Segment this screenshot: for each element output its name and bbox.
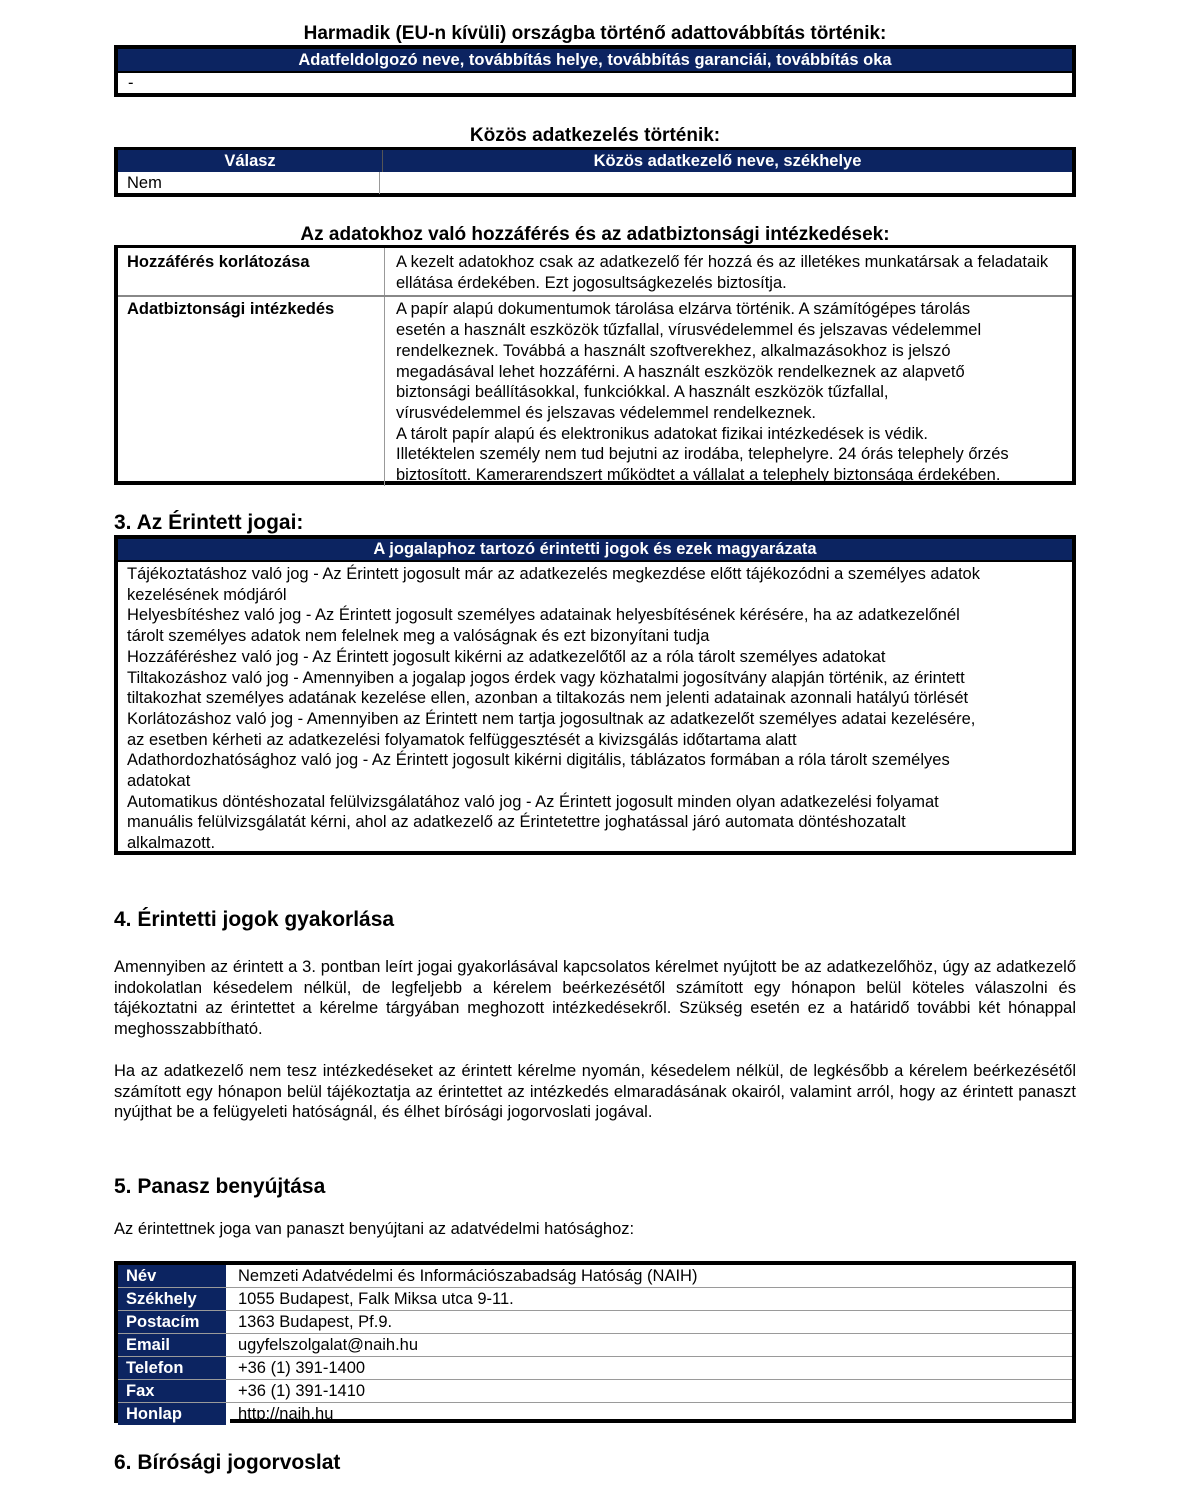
contact-row — [118, 1380, 1072, 1403]
security-line: esetén a használt eszközök tűzfallal, vírusvédelemmel és jelszavas védelemmel — [396, 321, 982, 340]
security-line: vírusvédelemmel és jelszavas védelemmel rendelkeznek. — [396, 403, 817, 422]
right-line: kezelésének módjáról — [127, 585, 287, 604]
contact-value: +36 (1) 391-1410 — [238, 1382, 366, 1400]
access-label: Hozzáférés korlátozása — [118, 248, 385, 295]
third-country-title: Harmadik (EU-n kívüli) országba történő adattovábbítás történik: — [303, 23, 887, 44]
access-text: A kezelt adatokhoz csak az adatkezelő fér hozzá és az illetékes munkatársak a feladataik ellátása érdekében. Ezt jogosultságkezelés biztosítja. — [396, 253, 1049, 292]
right-line: alkalmazott. — [127, 834, 216, 853]
section-4-heading: 4. Érintetti jogok gyakorlása — [114, 908, 395, 931]
section-6-heading: 6. Bírósági jogorvoslat — [114, 1451, 341, 1474]
contact-value: +36 (1) 391-1400 — [238, 1359, 366, 1377]
right-line: Adathordozhatósághoz való jog - Az Érintett jogosult kikérni digitális, táblázatos formában a róla tárolt személyes — [127, 751, 950, 770]
authority-contact-table — [114, 1261, 1076, 1423]
security-line: rendelkeznek. Továbbá a használt szoftverekhez, alkalmazásokhoz is jelszó — [396, 341, 951, 360]
security-line: megadásával lehet hozzáférni. A használt eszközök rendelkeznek az alapvető — [396, 362, 965, 381]
third-country-table — [114, 45, 1076, 97]
contact-row — [118, 1265, 1072, 1288]
access-row — [118, 248, 1072, 297]
right-line: Korlátozáshoz való jog - Amennyiben az Érintett nem tartja jogosultnak az adatkezelőt személyes adatai kezelésére, — [127, 709, 976, 728]
contact-row — [118, 1311, 1072, 1334]
rights-table — [114, 535, 1076, 855]
contact-row — [118, 1288, 1072, 1311]
access-security-table — [114, 245, 1076, 485]
contact-label: Székhely — [118, 1288, 230, 1310]
third-country-header: Adatfeldolgozó neve, továbbítás helye, továbbítás garanciái, továbbítás oka — [118, 49, 1072, 73]
security-label: Adatbiztonsági intézkedés — [118, 297, 385, 485]
third-country-value: - — [128, 74, 134, 92]
contact-label: Telefon — [118, 1357, 230, 1379]
contact-label: Név — [118, 1265, 230, 1287]
contact-row — [118, 1403, 1072, 1425]
right-line: az esetben kérheti az adatkezelési folyamatok felfüggesztését a kivizsgálás időtartama alatt — [127, 730, 797, 749]
contact-label: Postacím — [118, 1311, 230, 1333]
security-line: A tárolt papír alapú és elektronikus adatokat fizikai intézkedések is védik. — [396, 424, 928, 443]
contact-website-link[interactable]: http://naih.hu — [238, 1405, 334, 1423]
right-line: Automatikus döntéshozatal felülvizsgálatához való jog - Az Érintett jogosult minden olyan adatkezelési folyamat — [127, 792, 939, 811]
contact-value: 1055 Budapest, Falk Miksa utca 9-11. — [238, 1290, 514, 1308]
contact-label: Honlap — [118, 1403, 230, 1425]
contact-row — [118, 1334, 1072, 1357]
section-5-heading: 5. Panasz benyújtása — [114, 1175, 326, 1198]
security-line: A papír alapú dokumentumok tárolása elzárva történik. A számítógépes tárolás — [396, 300, 971, 319]
right-line: adatokat — [127, 772, 191, 791]
right-line: tiltakozhat személyes adatának kezelése ellen, azonban a tiltakozás nem jelenti adatainak azonnali hatályú törlését — [127, 689, 969, 708]
contact-value: Nemzeti Adatvédelmi és Információszabadság Hatóság (NAIH) — [238, 1267, 698, 1285]
joint-answer-value: Nem — [118, 172, 380, 194]
contact-value: 1363 Budapest, Pf.9. — [238, 1313, 393, 1331]
contact-label: Fax — [118, 1380, 230, 1402]
joint-name-value — [380, 172, 1072, 194]
section-4-paragraph-2: Ha az adatkezelő nem tesz intézkedéseket az érintett kérelme nyomán, késedelem nélkül, de legkésőbb a kérelem beérkezésétől számított egy hónapon belül tájékoztatja az érintettet az intézkedés elmaradásának okairól, valamint arról, hogy az érintett panaszt nyújthat be a felügyeleti hatóságnál, és élhet bírósági jogorvoslati jogával. — [114, 1062, 1076, 1122]
right-line: Tájékoztatáshoz való jog - Az Érintett jogosult már az adatkezelés megkezdése előtt tájékozódni a személyes adatok — [127, 565, 980, 583]
contact-row — [118, 1357, 1072, 1380]
contact-email[interactable]: ugyfelszolgalat@naih.hu — [238, 1336, 419, 1354]
right-line: tárolt személyes adatok nem felelnek meg a valóságnak és ezt bizonyítani tudja — [127, 627, 710, 646]
security-text — [385, 297, 1072, 485]
joint-col-name: Közös adatkezelő neve, székhelye — [593, 152, 862, 170]
contact-label: Email — [118, 1334, 230, 1356]
rights-list — [118, 562, 1072, 854]
access-security-title: Az adatokhoz való hozzáférés és az adatbiztonsági intézkedések: — [300, 224, 890, 245]
rights-table-header: A jogalaphoz tartozó érintetti jogok és ezek magyarázata — [118, 539, 1072, 562]
section-4-paragraph-1: Amennyiben az érintett a 3. pontban leírt jogai gyakorlásával kapcsolatos kérelmet nyújtott be az adatkezelőhöz, úgy az adatkezelő indokolatlan késedelem nélkül, de legfeljebb a kérelem beérkezésétől számított egy hónapon belül köteles válaszolni és tájékoztatni az érintettet a kérelme tárgyában meghozott intézkedésekről. Szükség esetén ez a határidő további két hónappal meghosszabbítható. — [114, 958, 1076, 1039]
joint-processing-title: Közös adatkezelés történik: — [469, 125, 721, 146]
security-line: Illetéktelen személy nem tud bejutni az irodába, telephelyre. 24 órás telephely őrzés — [396, 445, 1009, 464]
right-line: manuális felülvizsgálatát kérni, ahol az adatkezelő az Érintetettre joghatással járó automata döntéshozatalt — [127, 813, 906, 832]
section-5-intro: Az érintettnek joga van panaszt benyújtani az adatvédelmi hatósághoz: — [114, 1220, 635, 1238]
right-line: Tiltakozáshoz való jog - Amennyiben a jogalap jogos érdek vagy közhatalmi jogosítvány alapján történik, az érintett — [127, 668, 965, 687]
security-line: biztonsági beállításokkal, funkciókkal. A használt eszközök tűzfallal, — [396, 383, 889, 402]
section-3-heading: 3. Az Érintett jogai: — [114, 511, 304, 534]
joint-col-answer: Válasz — [118, 150, 383, 172]
security-line: biztosított. Kamerarendszert működtet a vállalat a telephely biztonsága érdekében. — [396, 466, 1001, 485]
right-line: Helyesbítéshez való jog - Az Érintett jogosult személyes adatainak helyesbítésének kérésére, ha az adatkezelőnél — [127, 606, 960, 625]
joint-processing-table — [114, 147, 1076, 197]
right-line: Hozzáféréshez való jog - Az Érintett jogosult kikérni az adatkezelőtől az a róla tárolt személyes adatokat — [127, 647, 886, 666]
security-row — [118, 297, 1072, 485]
